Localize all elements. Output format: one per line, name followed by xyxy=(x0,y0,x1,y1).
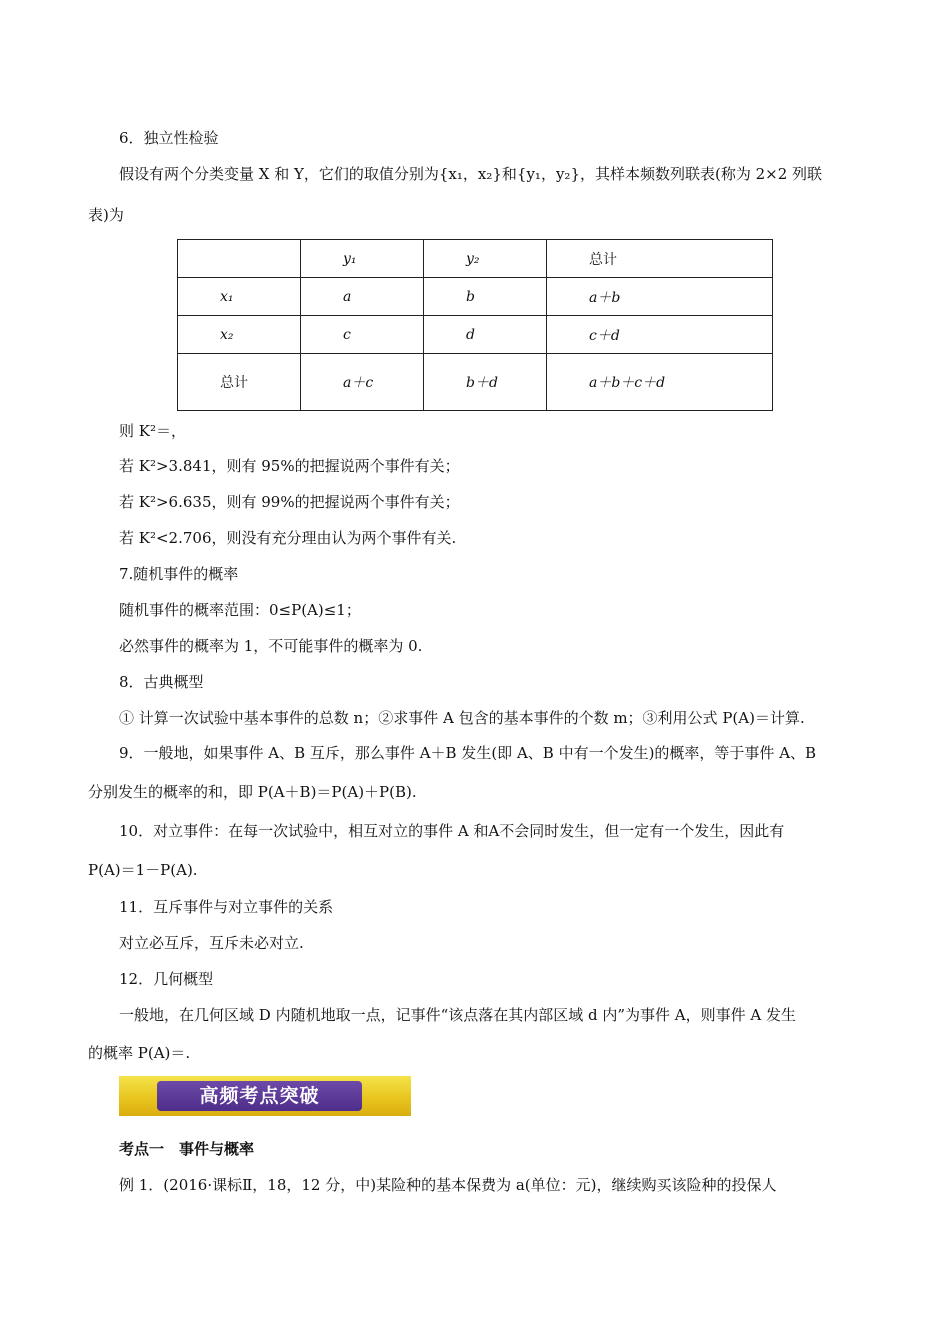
section-11-heading: 11．互斥事件与对立事件的关系 xyxy=(119,898,334,916)
k2-rule-2: 若 K²>6.635，则有 99%的把握说两个事件有关； xyxy=(119,493,460,511)
table-cell: 总计 xyxy=(547,240,773,278)
table-row xyxy=(178,316,773,354)
table-cell: a xyxy=(301,278,424,316)
table-cell: a＋c xyxy=(301,354,424,411)
table-header-row xyxy=(178,240,773,278)
paragraph-10-line1: 10．对立事件：在每一次试验中，相互对立的事件 A 和A不会同时发生，但一定有一个发生，因此有 xyxy=(119,822,785,840)
paragraph-11: 对立必互斥，互斥未必对立. xyxy=(119,934,304,952)
paragraph-6-line1: 假设有两个分类变量 X 和 Y，它们的取值分别为{x₁，x₂}和{y₁，y₂}，其样本频数列联表(称为 2×2 列联 xyxy=(119,165,823,183)
paragraph-6-line2: 表)为 xyxy=(88,206,124,224)
table-cell: b＋d xyxy=(424,354,547,411)
paragraph-7-line2: 必然事件的概率为 1，不可能事件的概率为 0. xyxy=(119,637,423,655)
table-row xyxy=(178,278,773,316)
table-cell: c xyxy=(301,316,424,354)
example-1-line1: 例 1．(2016·课标Ⅱ，18，12 分，中)某险种的基本保费为 a(单位：元)，继续购买该险种的投保人 xyxy=(119,1176,777,1194)
table-cell: a＋b xyxy=(547,278,773,316)
paragraph-8: ① 计算一次试验中基本事件的总数 n；②求事件 A 包含的基本事件的个数 m；③利用公式 P(A)＝计算. xyxy=(119,709,805,727)
paragraph-9-line1: 9．一般地，如果事件 A、B 互斥，那么事件 A＋B 发生(即 A、B 中有一个发生)的概率，等于事件 A、B xyxy=(119,744,817,762)
k2-rule-3: 若 K²<2.706，则没有充分理由认为两个事件有关. xyxy=(119,529,457,547)
table-cell: y₁ xyxy=(301,240,424,278)
table-cell: y₂ xyxy=(424,240,547,278)
k2-formula: 则 K²＝， xyxy=(119,422,186,440)
paragraph-10-line2: P(A)＝1－P(A). xyxy=(88,861,198,879)
section-6-heading: 6．独立性检验 xyxy=(119,129,219,147)
table-cell: b xyxy=(424,278,547,316)
table-cell: d xyxy=(424,316,547,354)
section-8-heading: 8．古典概型 xyxy=(119,673,204,691)
table-cell: c＋d xyxy=(547,316,773,354)
table-cell: x₂ xyxy=(178,316,301,354)
table-cell: a＋b＋c＋d xyxy=(547,354,773,411)
table-cell xyxy=(178,240,301,278)
key-point-heading: 考点一 事件与概率 xyxy=(119,1140,255,1158)
paragraph-9-line2: 分别发生的概率的和，即 P(A＋B)＝P(A)＋P(B). xyxy=(88,783,417,801)
section-12-heading: 12．几何概型 xyxy=(119,970,214,988)
section-banner xyxy=(119,1076,411,1116)
k2-rule-1: 若 K²>3.841，则有 95%的把握说两个事件有关； xyxy=(119,457,460,475)
paragraph-12-line1: 一般地，在几何区域 D 内随机地取一点，记事件“该点落在其内部区域 d 内”为事件 A，则事件 A 发生 xyxy=(119,1006,797,1024)
paragraph-7-line1: 随机事件的概率范围：0≤P(A)≤1； xyxy=(119,601,361,619)
contingency-table xyxy=(177,239,773,411)
paragraph-12-line2: 的概率 P(A)＝. xyxy=(88,1044,191,1062)
banner-label: 高频考点突破 xyxy=(157,1081,362,1111)
section-7-heading: 7.随机事件的概率 xyxy=(119,565,239,583)
table-cell: 总计 xyxy=(178,354,301,411)
table-row xyxy=(178,354,773,411)
table-cell: x₁ xyxy=(178,278,301,316)
